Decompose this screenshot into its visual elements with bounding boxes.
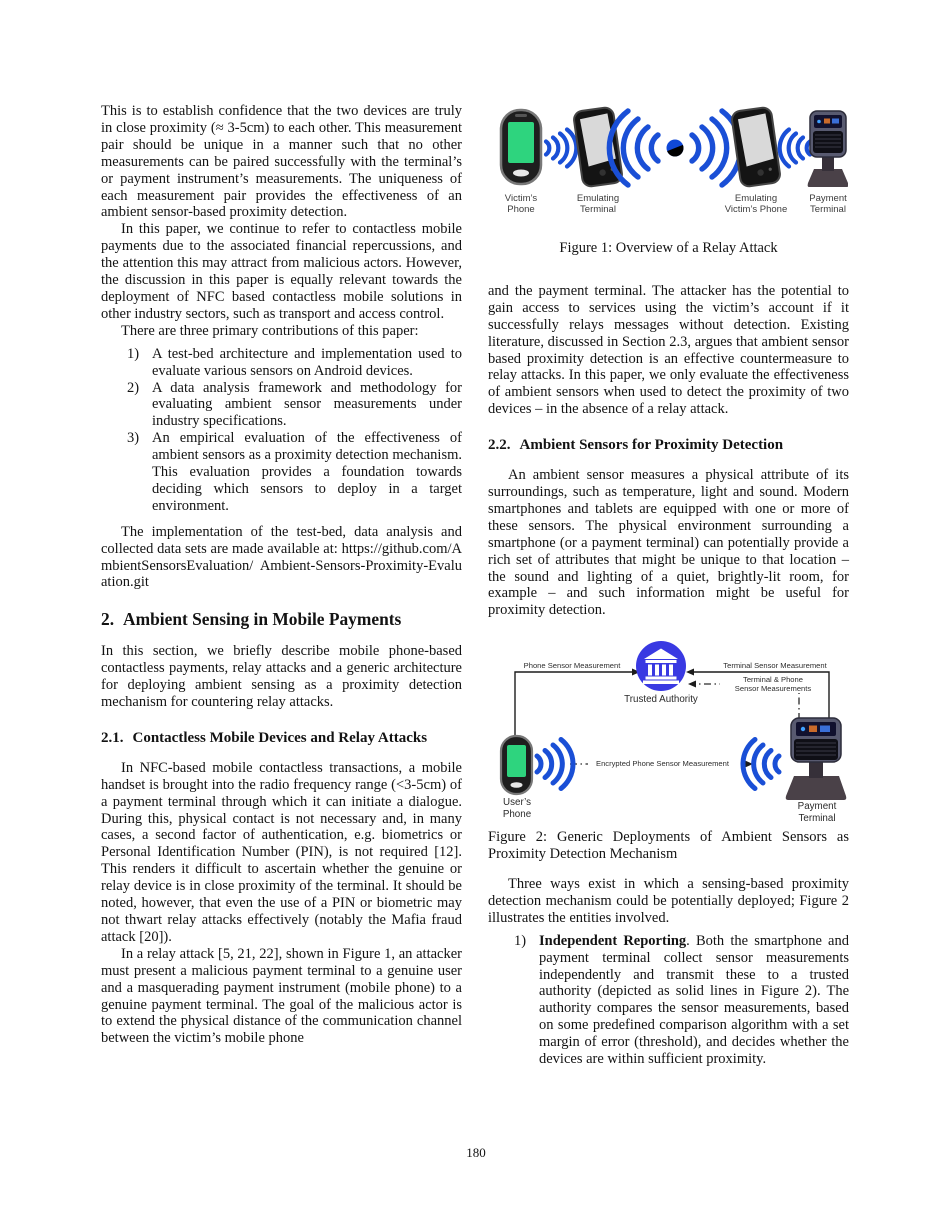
payment-terminal-label: Payment Terminal (797, 801, 837, 825)
emulating-victims-phone-icon (731, 107, 781, 188)
figure2-caption: Figure 2: Generic Deployments of Ambient Sensors as Proximity Detection Mechanism (488, 829, 849, 863)
figure1-label-emulating-victims-phone: Emulating Victim’s Phone (724, 193, 788, 215)
section-number: 2. (101, 609, 115, 630)
payment-terminal-icon (786, 718, 847, 800)
github-link[interactable]: https://github.com/AmbientSensorsEvaluation/ Ambient-Sensors-Proximity-Evaluation.git (101, 540, 463, 591)
list-number: 3) (127, 430, 140, 447)
figure1-caption: Figure 1: Overview of a Relay Attack (559, 240, 778, 256)
list-text: A test-bed architecture and implementation used to evaluate various sensors on Android devices. (152, 345, 462, 379)
deployments-list (488, 933, 849, 1068)
section-title: Contactless Mobile Devices and Relay Attacks (132, 729, 428, 746)
users-phone-icon (501, 736, 532, 794)
contribution-item-1 (101, 346, 462, 380)
figure1-label-emulating-terminal: Emulating Terminal (576, 193, 620, 215)
section-number: 2.1. (101, 729, 124, 746)
contribution-item-3 (101, 430, 462, 515)
wifi-waves-icon (546, 130, 576, 167)
victims-phone-icon (501, 110, 541, 184)
right-column (488, 103, 849, 1077)
deployment-diagram (488, 624, 848, 822)
paragraph-relay-attack: In a relay attack [5, 21, 22], shown in Figure 1, an attacker must present a malicious payment terminal to a genuine user and a masquerading payment instrument (mobile phone) to a genuine payment terminal. The goal of the malicious actor is to extend the physical distance of the communication channel between the victim’s mobile phone (101, 945, 462, 1047)
relay-attack-diagram (488, 103, 848, 199)
trusted-authority-icon (636, 641, 686, 691)
figure1-label-payment-terminal: Payment Terminal (809, 193, 847, 215)
list-number: 2) (127, 379, 140, 396)
paragraph-nfc-transactions: In NFC-based mobile contactless transactions, a mobile handset is brought into the radio frequency range (<3-5cm) of a payment terminal through which it can initiate a dialogue. During this, physical contact is not necessary and, in many cases, a second factor of authentication, e.g. biometrics or Personal Identification Number (PIN), is not required [12]. This renders it difficult to ascertain whether the genuine or relay device is in close proximity of the terminal. It should be noted, however, that even the use of a PIN or biometric may not thwart relay attacks effectively (notably the Mafia fraud attack [20]). (101, 759, 462, 945)
section-title: Ambient Sensing in Mobile Payments (123, 609, 402, 630)
section-2-heading (101, 611, 462, 628)
paragraph-proximity-confidence: This is to establish confidence that the two devices are truly in close proximity (≈ 3-5cm) to each other. This measurement pair should be unique in a manner such that no other measurements can be paired successfully with the terminal’s or payment instrument’s measurements. The uniqueness of each measurement pair provides the effectiveness of an ambient sensor-based proximity detection. (101, 103, 462, 221)
users-phone-label: User’s Phone (502, 797, 532, 821)
list-text: A data analysis framework and methodology for evaluating ambient sensor measurements under industry specifications. (152, 379, 462, 430)
list-text: An empirical evaluation of the effectiveness of ambient sensors as a proximity detection mechanism. This evaluation provides a foundation towards deciding which sensors to deploy in a target environment. (152, 430, 462, 514)
phone-sensor-measurement-label: Phone Sensor Measurement (523, 661, 621, 671)
contribution-item-2 (101, 380, 462, 431)
payment-terminal-icon (808, 111, 848, 187)
paragraph-implementation-availability (101, 524, 462, 592)
section-22-heading (488, 437, 849, 454)
paragraph-contributions-intro: There are three primary contributions of this paper: (121, 322, 419, 339)
paragraph-three-ways: Three ways exist in which a sensing-based proximity detection mechanism could be potentially deployed; Figure 2 illustrates the entities involved. (488, 876, 849, 926)
paragraph-ambient-sensor: An ambient sensor measures a physical attribute of its surroundings, such as temperature, light and sound. Modern smartphones and tablets are equipped with one or more of these sensors. The physical environment surrounding a smartphone (or a payment terminal) can potentially provide a rich set of attributes that might be unique to that location – the sound and lighting of a quiet, brightly-lit room, for example – and such information might be useful for proximity detection. (488, 467, 849, 619)
relay-ball-icon (667, 140, 687, 160)
list-number: 1) (127, 345, 140, 362)
deployment-title: Independent Reporting (539, 932, 687, 949)
terminal-sensor-measurement-label: Terminal Sensor Measurement (723, 661, 827, 671)
availability-text: The implementation of the test-bed, data analysis and collected data sets are made available at: (101, 523, 462, 557)
trusted-authority-label: Trusted Authority (624, 694, 698, 706)
page-number: 180 (466, 1145, 486, 1160)
figure-1-relay-attack (488, 103, 848, 224)
left-column (101, 103, 462, 1047)
paragraph-section2-intro: In this section, we briefly describe mobile phone-based contactless payments, relay attacks and a generic architecture for deploying ambient sensing as a proximity detection mechanism for countering relay attacks. (101, 643, 462, 710)
encrypted-measurement-label: Encrypted Phone Sensor Measurement (588, 760, 737, 769)
paragraph-attacker-goal: and the payment terminal. The attacker has the potential to gain access to services using the victim’s account if it successfully relays messages without detection. Existing literature, discussed in Section 2.3, argues that ambient sensor based proximity detection is an effective countermeasure to relay attacks. In this paper, we only evaluate the effectiveness of ambient sensors when used to detect the proximity of two devices – in the absence of a relay attack. (488, 282, 849, 418)
deployment-text: . Both the smartphone and payment terminal collect sensor measurements independently and transmit these to a trusted authority (depicted as solid lines in Figure 2). The authority compares the sensor measurements, based on some predefined comparison algorithm with a set margin of error (threshold), and decides whether the devices are within sufficient proximity. (539, 932, 849, 1068)
list-number: 1) (514, 932, 527, 949)
wifi-waves-icon (780, 130, 810, 167)
deployment-item-1 (488, 933, 849, 1068)
paragraph-contactless-focus: In this paper, we continue to refer to contactless mobile payments due to the associated financial repercussions, and the attention this may attract from malicious actors. However, the discussion in this paper is equally relevant towards the deployment of NFC based contactless mobile solutions in other industry sectors, such as transport and access control. (101, 221, 462, 322)
figure1-label-victims-phone: Victim’s Phone (504, 193, 538, 215)
wifi-waves-icon (537, 740, 573, 789)
terminal-phone-measurements-label: Terminal & Phone Sensor Measurements (720, 676, 826, 693)
figure-2-deployments (488, 624, 848, 825)
section-21-heading (101, 730, 462, 747)
section-title: Ambient Sensors for Proximity Detection (519, 437, 784, 454)
section-number: 2.2. (488, 437, 511, 454)
contributions-list (101, 346, 462, 515)
list-text (539, 933, 849, 1068)
